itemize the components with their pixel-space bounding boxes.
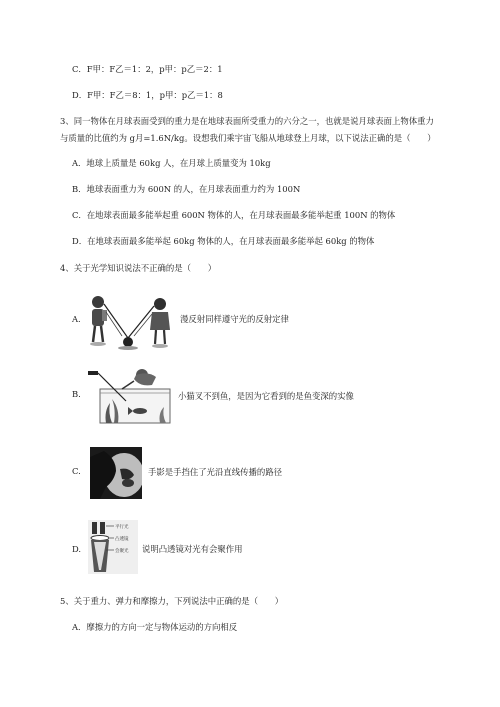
q3-option-a: A．地球上质量是 60kg 人，在月球上质量变为 10kg <box>72 158 271 168</box>
q4-option-c-letter: C. <box>72 466 81 476</box>
fig-label-parallel-light: 平行光 <box>115 525 129 530</box>
q4-option-d-text: 说明凸透镜对光有会聚作用 <box>142 544 243 554</box>
q4-option-c-text: 手影是手挡住了光沿直线传播的路径 <box>148 467 282 477</box>
fig-label-converging-light: 会聚光 <box>115 549 129 554</box>
cat-fishing-illustration <box>84 367 174 425</box>
q4-option-a-text: 漫反射同样遵守光的反射定律 <box>180 314 289 324</box>
q4-option-a-letter: A. <box>72 314 81 324</box>
q4-option-b-text: 小猫叉不到鱼，是因为它看到的是鱼变深的实像 <box>178 391 354 401</box>
q3-stem-line1: 3、同一物体在月球表面受到的重力是在地球表面所受重力的六分之一，也就是说月球表面上物体重力 <box>60 116 434 126</box>
q3-option-b: B．地球表面重力为 600N 的人，在月球表面重力约为 100N <box>72 184 301 194</box>
q5-option-a: A．摩擦力的方向一定与物体运动的方向相反 <box>72 622 238 632</box>
q3-option-c: C．在地球表面最多能举起重 600N 物体的人，在月球表面最多能举起重 100N 的物体 <box>72 210 396 220</box>
diffuse-reflection-illustration <box>84 290 176 352</box>
hand-shadow-photo <box>90 447 142 499</box>
q3-option-d: D．在地球表面最多能举起 60kg 物体的人，在月球表面最多能举起 60kg 的物体 <box>72 236 375 246</box>
q4-option-d-letter: D. <box>72 544 82 554</box>
q2-option-d: D．F甲：F乙＝8：1，p甲：p乙＝1：8 <box>72 90 223 100</box>
q4-option-b-letter: B. <box>72 389 81 399</box>
q2-option-c: C．F甲：F乙＝1：2，p甲：p乙＝2：1 <box>72 64 223 74</box>
q3-stem-line2: 与质量的比值约为 g月=1.6N/kg。设想我们乘宇宙飞船从地球登上月球，以下说法正确的是（ ） <box>60 133 436 143</box>
fig-label-convex-lens: 凸透镜 <box>115 537 129 542</box>
q4-stem: 4、关于光学知识说法不正确的是（ ） <box>60 263 217 273</box>
q5-stem: 5、关于重力、弹力和摩擦力，下列说法中正确的是（ ） <box>60 596 284 606</box>
convex-lens-diagram <box>88 520 138 574</box>
